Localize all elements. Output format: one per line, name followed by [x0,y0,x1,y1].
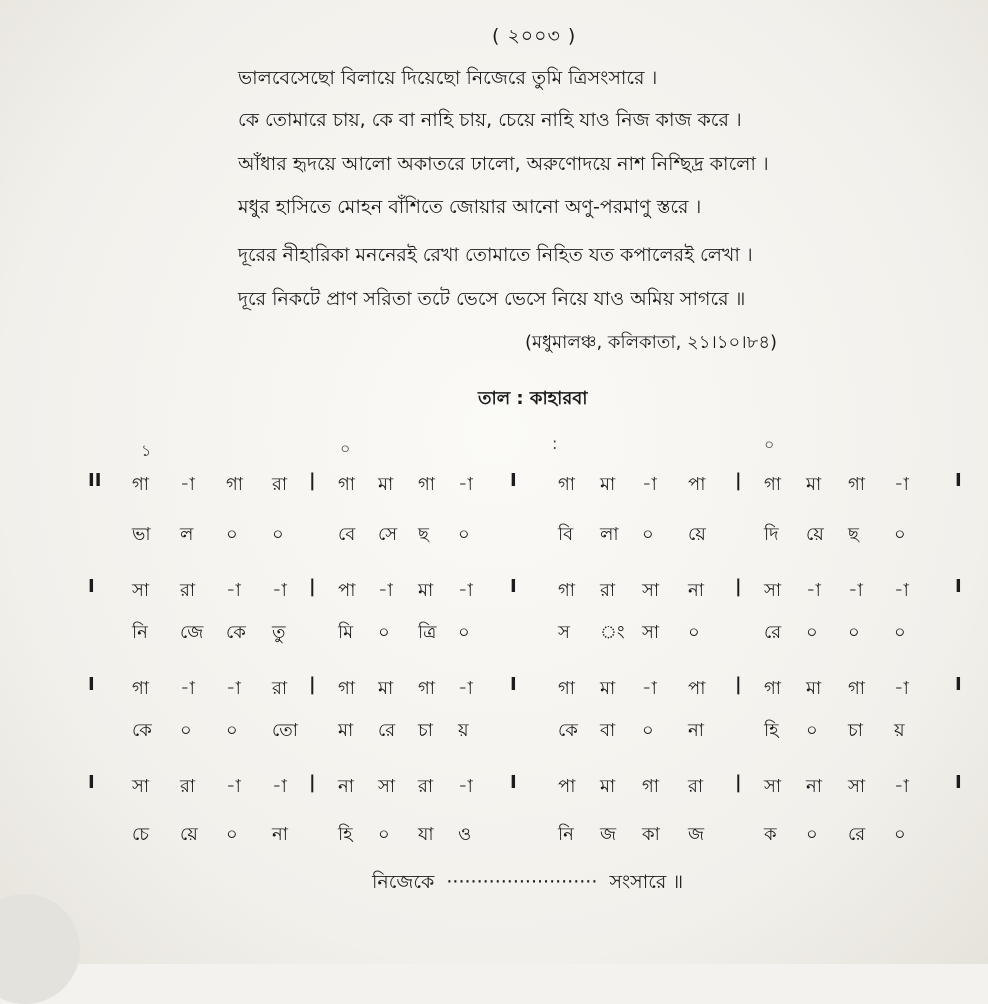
notation-cell: মা [806,474,822,495]
notation-cell: য়ে [688,524,706,545]
notation-cell: য়ে [180,824,198,845]
notation-cell: ০ [180,720,192,741]
notation-cell: সা [764,580,782,601]
lyric-line: কে তোমারে চায়, কে বা নাহি চায়, চেয়ে নাহি যাও নিজ কাজ করে । [238,109,742,131]
notation-cell: গা [558,580,576,601]
notation-cell: য়ে [806,524,824,545]
notation-cell: তো [272,720,299,741]
notation-cell: গা [418,678,436,699]
notation-cell: -া [226,776,241,797]
bar-line: I [955,772,962,793]
notation-cell: সা [132,776,150,797]
notation-cell: ০ [378,824,390,845]
notation-cell: -া [272,776,287,797]
lyric-line: দূরে নিকটে প্রাণ সরিতা তটে ভেসে ভেসে নিয়ে যাও অমিয় সাগরে ॥ [238,288,746,310]
notation-cell: ং [600,622,625,643]
notation-cell: জ [600,824,617,845]
notation-cell: -া [458,776,473,797]
beat-mark: ০ [764,435,775,454]
notation-cell: ত্রি [418,622,437,643]
notation-cell: পা [688,678,706,699]
notation-cell: ০ [272,524,284,545]
notation-cell: ০ [642,720,654,741]
notation-cell: ০ [458,524,470,545]
bar-line: I [88,674,95,695]
notation-cell: ছ [418,524,429,545]
notation-cell: -া [458,580,473,601]
notation-cell: কে [558,720,578,741]
notation-cell: সা [132,580,150,601]
bar-line: | [309,674,316,695]
notation-cell: গা [764,678,782,699]
notation-cell: সা [642,622,660,643]
beat-mark: ১ [141,441,152,460]
closing-line [372,868,683,900]
notation-cell: ০ [848,622,860,643]
notation-cell: -া [458,474,473,495]
notation-cell: গা [848,678,866,699]
closing-end: সংসারে ॥ [609,871,684,893]
notation-cell: জে [180,622,204,643]
bar-line: I [88,772,95,793]
notation-cell: কে [226,622,246,643]
notation-cell: পা [688,474,706,495]
lyric-syllable-row [0,820,988,856]
swara-row [0,576,988,612]
notation-cell: -া [180,678,195,699]
notation-cell: গা [764,474,782,495]
composition-signature: (মধুমালঞ্চ, কলিকাতা, ২১।১০।৮৪) [525,332,778,353]
lyric-line: ভালবেসেছো বিলায়ে দিয়েছো নিজেরে তুমি ত্রিসংসারে । [238,67,658,89]
notation-cell: -া [226,580,241,601]
notation-cell: স [558,622,570,643]
notation-cell: রা [600,580,616,601]
notation-cell: -া [642,474,657,495]
notation-cell: ০ [894,524,906,545]
notation-cell: বা [600,720,616,741]
bar-line: | [309,576,316,597]
lyric-syllable-row [0,618,988,654]
bar-line: | [735,674,742,695]
notation-cell: -া [180,474,195,495]
notation-cell: তু [272,622,286,643]
notation-cell: -া [848,580,863,601]
closing-dots: ························· [446,871,598,893]
notation-cell: জ [688,824,705,845]
lyric-line: আঁধার হৃদয়ে আলো অকাতরে ঢালো, অরুণোদয়ে নাশ নিশ্ছিদ্র কালো । [238,153,769,175]
lyric-syllable-row [0,520,988,556]
notation-cell: মা [600,678,616,699]
notation-cell: বে [338,524,356,545]
bar-line: I [510,772,517,793]
notation-cell: না [688,580,704,601]
notation-cell: ০ [806,824,818,845]
notation-cell: গা [132,474,150,495]
bar-line: | [309,772,316,793]
notation-cell: ক [764,824,777,845]
notation-cell: সা [764,776,782,797]
notation-cell: লা [600,524,619,545]
notation-cell: মা [378,474,394,495]
notation-cell: ০ [378,622,390,643]
notation-cell: পা [558,776,576,797]
notation-cell: না [806,776,822,797]
notation-cell: -া [894,776,909,797]
notation-cell: -া [894,678,909,699]
notation-cell: হি [764,720,779,741]
bar-line: I [510,576,517,597]
notation-cell: যা [418,824,434,845]
notation-cell: সা [848,776,866,797]
notation-cell: ০ [226,524,238,545]
notation-cell: কে [132,720,152,741]
notation-cell: না [272,824,288,845]
swara-row [0,470,988,506]
notation-cell: নি [132,622,148,643]
notation-cell: রে [378,720,396,741]
notation-cell: -া [272,580,287,601]
notation-cell: চা [418,720,433,741]
notation-cell: ল [180,524,194,545]
notation-cell: না [688,720,704,741]
notation-cell: সা [642,580,660,601]
lyric-syllable-row [0,716,988,752]
notation-cell: মা [600,474,616,495]
bar-line: I [955,576,962,597]
notation-cell: গা [226,474,244,495]
notation-cell: গা [418,474,436,495]
page-number: ( ২০০৩ ) [492,25,577,47]
swara-row [0,772,988,808]
notation-cell: -া [806,580,821,601]
notation-cell: না [338,776,354,797]
notation-cell: মা [418,580,434,601]
notation-cell: -া [458,678,473,699]
notation-cell: রা [688,776,704,797]
notation-cell: হি [338,824,353,845]
notation-cell: গা [338,678,356,699]
bar-line: II [88,470,102,491]
notation-cell: রে [764,622,782,643]
notation-cell: গা [642,776,660,797]
notation-cell: -া [894,474,909,495]
bar-line: | [309,470,316,491]
notation-cell: গা [558,474,576,495]
swara-row [0,674,988,710]
notation-cell: গা [338,474,356,495]
notation-cell: ০ [894,622,906,643]
notation-cell: চে [132,824,150,845]
notation-cell: মা [806,678,822,699]
notation-cell: -া [378,580,393,601]
lyric-line: মধুর হাসিতে মোহন বাঁশিতে জোয়ার আনো অণু-পরমাণু স্তরে । [238,196,702,218]
notation-cell: মা [600,776,616,797]
closing-start: নিজেকে [372,871,435,893]
notation-cell: -া [642,678,657,699]
beat-mark: : [552,434,558,453]
notation-cell: ০ [226,824,238,845]
bar-line: | [735,772,742,793]
notation-cell: মা [378,678,394,699]
notation-cell: চা [848,720,863,741]
notation-cell: রা [180,776,196,797]
notation-cell: রা [180,580,196,601]
notation-cell: গা [848,474,866,495]
bar-line: I [955,470,962,491]
notation-cell: রে [848,824,866,845]
bar-line: | [735,576,742,597]
notation-cell: ০ [688,622,700,643]
bar-line: I [88,576,95,597]
notation-cell: ভা [132,524,151,545]
notation-cell: ০ [226,720,238,741]
notation-cell: নি [558,824,574,845]
notation-cell: ০ [806,720,818,741]
bar-line: I [955,674,962,695]
tala-heading: তাল : কাহারবা [478,388,588,409]
lyric-line: দূরের নীহারিকা মননেরই রেখা তোমাতে নিহিত যত কপালেরই লেখা । [238,244,753,266]
notation-cell: মি [338,622,354,643]
notation-cell: ০ [642,524,654,545]
notation-cell: কা [642,824,660,845]
notation-cell: য় [458,720,469,741]
notation-cell: সা [378,776,396,797]
bar-line: | [735,470,742,491]
bar-line: I [510,470,517,491]
notation-cell: ০ [894,824,906,845]
notation-cell: ০ [458,622,470,643]
beat-mark: ০ [340,439,351,458]
notation-cell: রা [418,776,434,797]
notation-cell: রা [272,474,288,495]
notation-cell: য় [894,720,905,741]
notation-cell: -া [894,580,909,601]
bar-line: I [510,674,517,695]
notation-cell: ০ [806,622,818,643]
notation-cell: পা [338,580,356,601]
notation-cell: -া [226,678,241,699]
notation-cell: ছ [848,524,859,545]
notation-cell: সে [378,524,398,545]
notation-cell: মা [338,720,354,741]
notation-cell: দি [764,524,779,545]
notation-cell: বি [558,524,574,545]
notation-cell: গা [132,678,150,699]
notation-cell: রা [272,678,288,699]
notation-cell: ও [458,824,472,845]
notation-cell: গা [558,678,576,699]
